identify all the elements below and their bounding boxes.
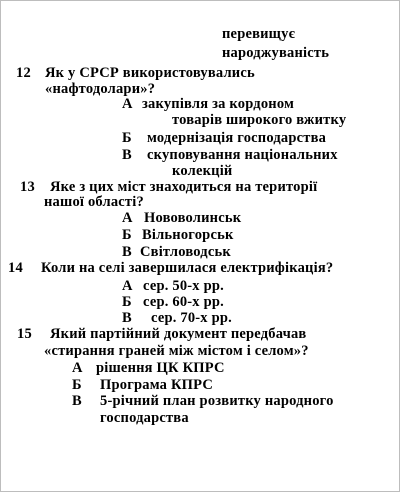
q12-option-a-line-1: закупівля за кордоном <box>142 96 295 112</box>
q12-option-c-line-2: колекцій <box>172 163 233 179</box>
q13-option-b-line-1: Вільногорськ <box>142 227 234 243</box>
q15-option-b-line-1: Програма КПРС <box>100 377 214 393</box>
q15-option-c-letter: В <box>72 393 82 409</box>
q13-option-a-line-1: Нововолинськ <box>144 210 242 226</box>
q12-option-b-line-1: модернізація господарства <box>147 130 327 146</box>
question-13-text-line-1: Яке з цих міст знаходиться на території <box>50 179 318 195</box>
q12-option-c-line-1: скуповування національних <box>147 147 338 163</box>
q15-option-a-line-1: рішення ЦК КПРС <box>96 360 225 376</box>
question-13-text-line-2: нашої області? <box>44 194 144 210</box>
q13-option-b-letter: Б <box>122 227 132 243</box>
q14-option-a-line-1: сер. 50-х рр. <box>143 278 224 294</box>
question-13-number: 13 <box>20 179 35 195</box>
q12-option-b-letter: Б <box>122 130 132 146</box>
q15-option-b-letter: Б <box>72 377 82 393</box>
q13-option-c-line-1: Світловодськ <box>140 244 231 260</box>
q15-option-c-line-1: 5-річний план розвитку народного <box>100 393 334 409</box>
prev-answer-line-1: перевищує <box>222 26 296 42</box>
q12-option-a-letter: А <box>122 96 133 112</box>
question-12-text-line-1: Як у СРСР використовувались <box>45 65 255 81</box>
q14-option-c-line-1: сер. 70-х рр. <box>151 310 232 326</box>
q12-option-c-letter: В <box>122 147 132 163</box>
question-12-text-line-2: «нафтодолари»? <box>45 81 156 97</box>
q14-option-a-letter: А <box>122 278 133 294</box>
q13-option-a-letter: А <box>122 210 133 226</box>
q13-option-c-letter: В <box>122 244 132 260</box>
prev-answer-line-2: народжуваність <box>222 45 330 61</box>
question-14-number: 14 <box>8 260 23 276</box>
question-14-text-line-1: Коли на селі завершилася електрифікація? <box>41 260 334 276</box>
q12-option-a-line-2: товарів широкого вжитку <box>172 112 347 128</box>
q14-option-c-letter: В <box>122 310 132 326</box>
question-15-text-line-1: Який партійний документ передбачав <box>50 326 307 342</box>
q15-option-a-letter: А <box>72 360 83 376</box>
question-15-number: 15 <box>17 326 32 342</box>
q15-option-c-line-2: господарства <box>100 410 189 426</box>
q14-option-b-line-1: сер. 60-х рр. <box>143 294 224 310</box>
q14-option-b-letter: Б <box>122 294 132 310</box>
question-12-number: 12 <box>16 65 31 81</box>
question-15-text-line-2: «стирання граней між містом і селом»? <box>44 343 309 359</box>
